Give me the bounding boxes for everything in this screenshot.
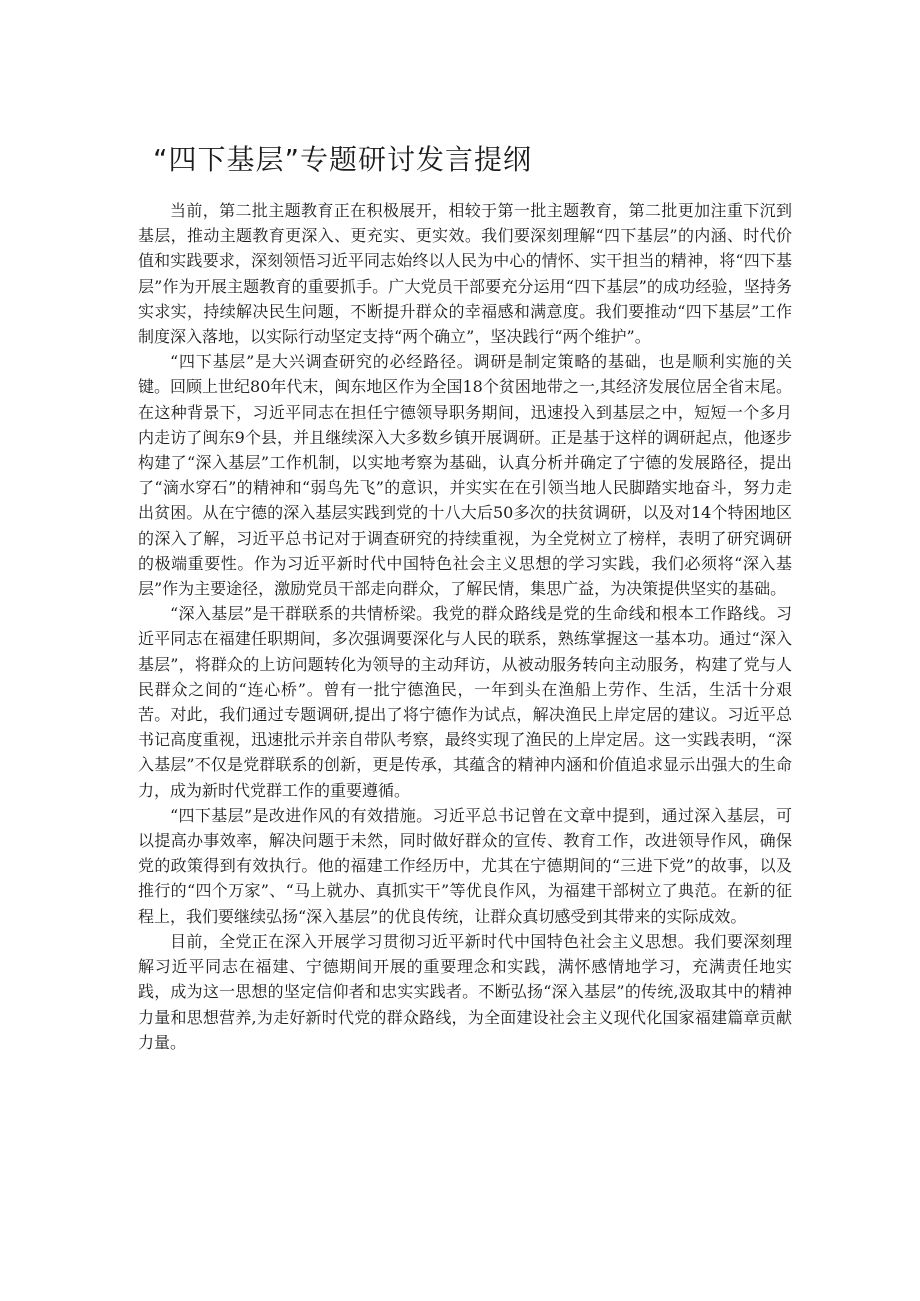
paragraph-conclusion: 目前，全党正在深入开展学习贯彻习近平新时代中国特色社会主义思想。我们要深刻理解习近平同志在福建、宁德期间开展的重要理念和实践，满怀感情地学习，充满责任地实践，成为这一思想的坚定信仰者和忠实实践者。不断弘扬“深入基层”的传统,汲取其中的精神力量和思想营养,为走好新时代党的群众路线，为全面建设社会主义现代化国家福建篇章贡献力量。 xyxy=(138,931,792,1052)
paragraph-work-style: “四下基层”是改进作风的有效措施。习近平总书记曾在文章中提到，通过深入基层，可以提高办事效率，解决问题于未然，同时做好群众的宣传、教育工作，改进领导作风，确保党的政策得到有效执行。他的福建工作经历中，尤其在宁德期间的“三进下党”的故事，以及推行的“四个万家”、“马上就办、真抓实干”等优良作风，为福建干部树立了典范。在新的征程上，我们要继续弘扬“深入基层”的优良传统，让群众真切感受到其带来的实际成效。 xyxy=(138,805,792,926)
document-body xyxy=(138,198,792,1055)
paragraph-investigation: “四下基层”是大兴调查研究的必经路径。调研是制定策略的基础，也是顺利实施的关键。回顾上世纪80年代末，闽东地区作为全国18个贫困地带之一,其经济发展位居全省末尾。在这种背景下，习近平同志在担任宁德领导职务期间，迅速投入到基层之中，短短一个多月内走访了闽东9个县，并且继续深入大多数乡镇开展调研。正是基于这样的调研起点，他逐步构建了“深入基层”工作机制，以实地考察为基础，认真分析并确定了宁德的发展路径，提出了“滴水穿石”的精神和“弱鸟先飞”的意识，并实实在在引领当地人民脚踏实地奋斗，努力走出贫困。从在宁德的深入基层实践到党的十八大后50多次的扶贫调研，以及对14个特困地区的深入了解，习近平总书记对于调查研究的持续重视，为全党树立了榜样，表明了研究调研的极端重要性。作为习近平新时代中国特色社会主义思想的学习实践，我们必须将“深入基层”作为主要途径，激励党员干部走向群众，了解民情，集思广益，为决策提供坚实的基础。 xyxy=(138,352,792,599)
paragraph-connection: “深入基层”是干群联系的共情桥梁。我党的群众路线是党的生命线和根本工作路线。习近平同志在福建任职期间，多次强调要深化与人民的联系，熟练掌握这一基本功。通过“深入基层”，将群众的上访问题转化为领导的主动拜访，从被动服务转向主动服务，构建了党与人民群众之间的“连心桥”。曾有一批宁德渔民，一年到头在渔船上劳作、生活，生活十分艰苦。对此，我们通过专题调研,提出了将宁德作为试点，解决渔民上岸定居的建议。习近平总书记高度重视，迅速批示并亲自带队考察，最终实现了渔民的上岸定居。这一实践表明，“深入基层”不仅是党群联系的创新，更是传承，其蕴含的精神内涵和价值追求显示出强大的生命力，成为新时代党群工作的重要遵循。 xyxy=(138,604,792,800)
paragraph-intro: 当前，第二批主题教育正在积极展开，相较于第一批主题教育，第二批更加注重下沉到基层，推动主题教育更深入、更充实、更实效。我们要深刻理解“四下基层”的内涵、时代价值和实践要求，深刻领悟习近平同志始终以人民为中心的情怀、实干担当的精神，将“四下基层”作为开展主题教育的重要抓手。广大党员干部要充分运用“四下基层”的成功经验，坚持务实求实，持续解决民生问题，不断提升群众的幸福感和满意度。我们要推动“四下基层”工作制度深入落地，以实际行动坚定支持“两个确立”，坚决践行“两个维护”。 xyxy=(138,201,792,347)
document-title: “四下基层”专题研讨发言提纲 xyxy=(153,143,533,176)
